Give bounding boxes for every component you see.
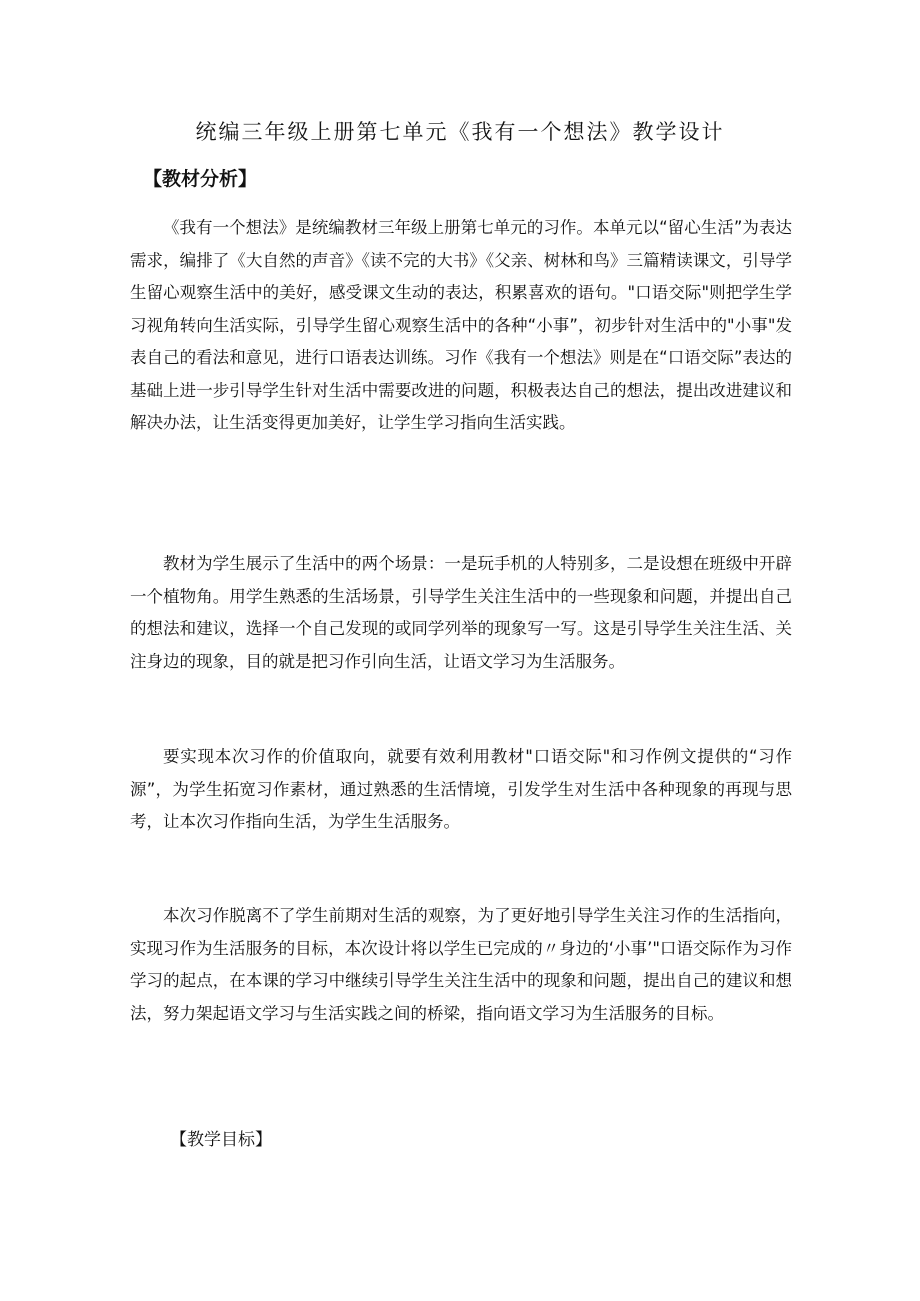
- paragraph: 《我有一个想法》是统编教材三年级上册第七单元的习作。本单元以“留心生活”为表达需求，编排了《大自然的声音》《读不完的大书》《父亲、树林和鸟》三篇精读课文，引导学生留心观察生活中的美好，感受课文生动的表达，积累喜欢的语句。"口语交际"则把学生学习视角转向生活实际，引导学生留心观察生活中的各种“小事”，初步针对生活中的"小事"发表自己的看法和意见，进行口语表达训练。习作《我有一个想法》则是在“口语交际”表达的基础上进一步引导学生针对生活中需要改进的问题，积极表达自己的想法，提出改进建议和解决办法，让生活变得更加美好，让学生学习指向生活实践。: [130, 218, 792, 432]
- paragraph: 本次习作脱离不了学生前期对生活的观察，为了更好地引导学生关注习作的生活指向，实现习作为生活服务的目标，本次设计将以学生已完成的〃身边的‘小事’"口语交际作为习作学习的起点，在本课的学习中继续引导学生关注生活中的现象和问题，提出自己的建议和想法，努力架起语文学习与生活实践之间的桥梁，指向语文学习为生活服务的目标。: [130, 906, 792, 1023]
- section-heading-teaching-goals: 【教学目标】: [170, 1130, 272, 1150]
- document-title: 统编三年级上册第七单元《我有一个想法》教学设计: [195, 120, 725, 144]
- paragraph: 教材为学生展示了生活中的两个场景：一是玩手机的人特别多，二是设想在班级中开辟一个植物角。用学生熟悉的生活场景，引导学生关注生活中的一些现象和问题，并提出自己的想法和建议，选择一个自己发现的或同学列举的现象写一写。这是引导学生关注生活、关注身边的现象，目的就是把习作引向生活，让语文学习为生活服务。: [130, 554, 792, 671]
- section-heading-material-analysis: 【教材分析】: [143, 168, 258, 190]
- paragraph: 要实现本次习作的价值取向，就要有效利用教材"口语交际"和习作例文提供的“习作源”，为学生拓宽习作素材，通过熟悉的生活情境，引发学生对生活中各种现象的再现与思考，让本次习作指向生活，为学生生活服务。: [130, 747, 792, 831]
